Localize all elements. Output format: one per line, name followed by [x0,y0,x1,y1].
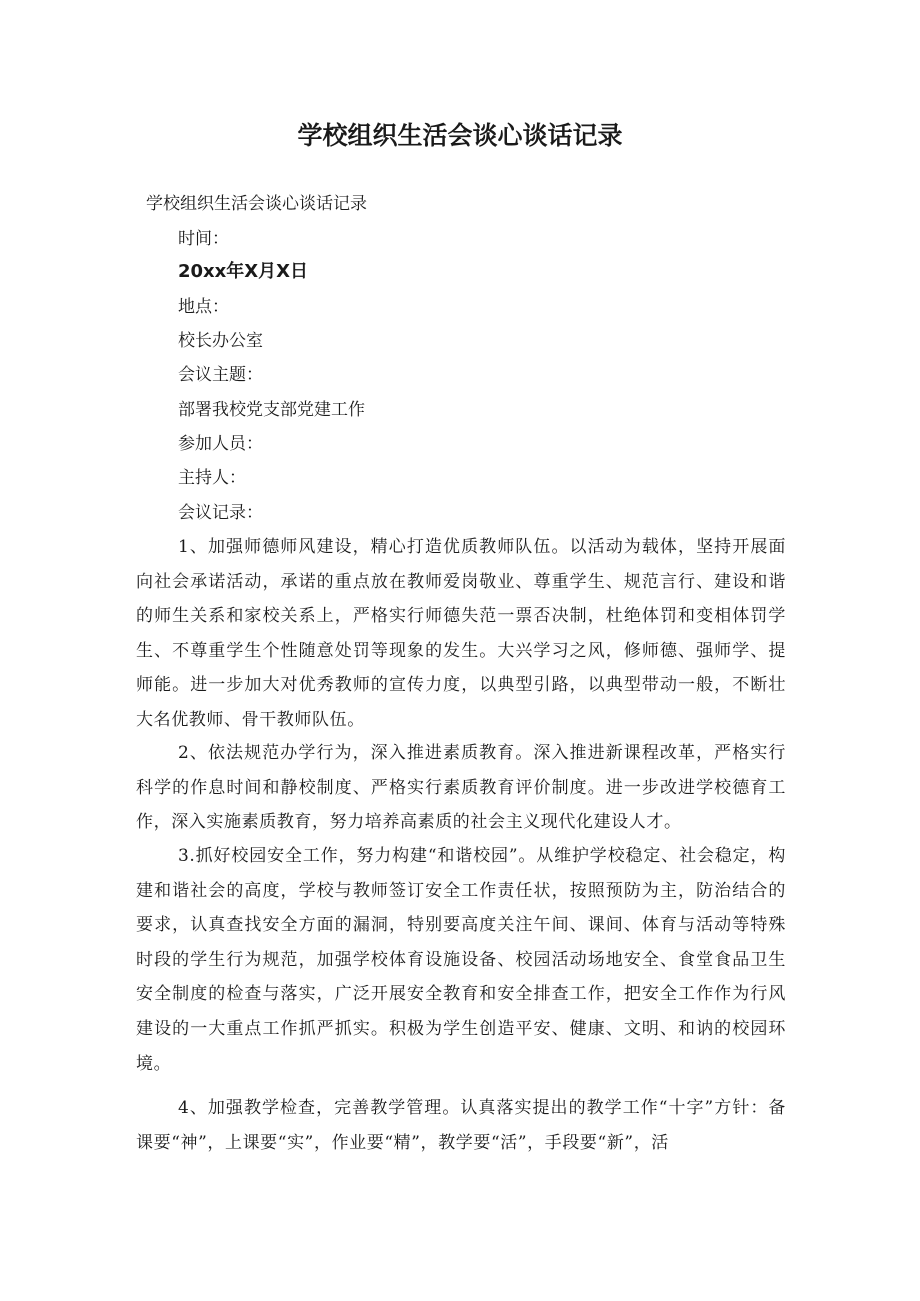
host-label: 主持人： [178,468,246,488]
record-label: 会议记录： [178,503,263,523]
document-subtitle: 学校组织生活会谈心谈话记录 [146,194,367,214]
record-paragraph-4: 4、加强教学检查，完善教学管理。认真落实提出的教学工作“十字”方针：备课要“神”，上课要“实”，作业要“精”，教学要“活”，手段要“新”，活 [136,1098,786,1153]
record-paragraph-3: 3.抓好校园安全工作，努力构建“和谐校园”。从维护学校稳定、社会稳定，构建和谐社会的高度，学校与教师签订安全工作责任状，按照预防为主，防治结合的要求，认真查找安全方面的漏洞，特别要高度关注午间、课间、体育与活动等特殊时段的学生行为规范，加强学校体育设施设备、校园活动场地安全、食堂食品卫生安全制度的检查与落实，广泛开展安全教育和安全排查工作，把安全工作作为行风建设的一大重点工作抓严抓实。积极为学生创造平安、健康、文明、和讷的校园环境。 [136,846,786,1074]
theme-value: 部署我校党支部党建工作 [178,400,365,420]
record-paragraph-1: 1、加强师德师风建设，精心打造优质教师队伍。以活动为载体，坚持开展面向社会承诺活动，承诺的重点放在教师爱岗敬业、尊重学生、规范言行、建设和谐的师生关系和家校关系上，严格实行师德失范一票否决制，杜绝体罚和变相体罚学生、不尊重学生个性随意处罚等现象的发生。大兴学习之风，修师德、强师学、提师能。进一步加大对优秀教师的宣传力度，以典型引路，以典型带动一般，不断壮大名优教师、骨干教师队伍。 [136,537,786,730]
location-label: 地点： [178,297,229,317]
location-value: 校长办公室 [178,331,263,351]
time-value: 20xx年X月X日 [178,261,309,282]
theme-label: 会议主题： [178,365,263,385]
time-label: 时间： [178,229,229,249]
record-paragraph-2: 2、依法规范办学行为，深入推进素质教育。深入推进新课程改革，严格实行科学的作息时间和静校制度、严格实行素质教育评价制度。进一步改进学校德育工作，深入实施素质教育，努力培养高素质的社会主义现代化建设人才。 [136,743,786,833]
participants-label: 参加人员： [178,434,263,454]
document-title: 学校组织生活会谈心谈话记录 [297,121,623,150]
